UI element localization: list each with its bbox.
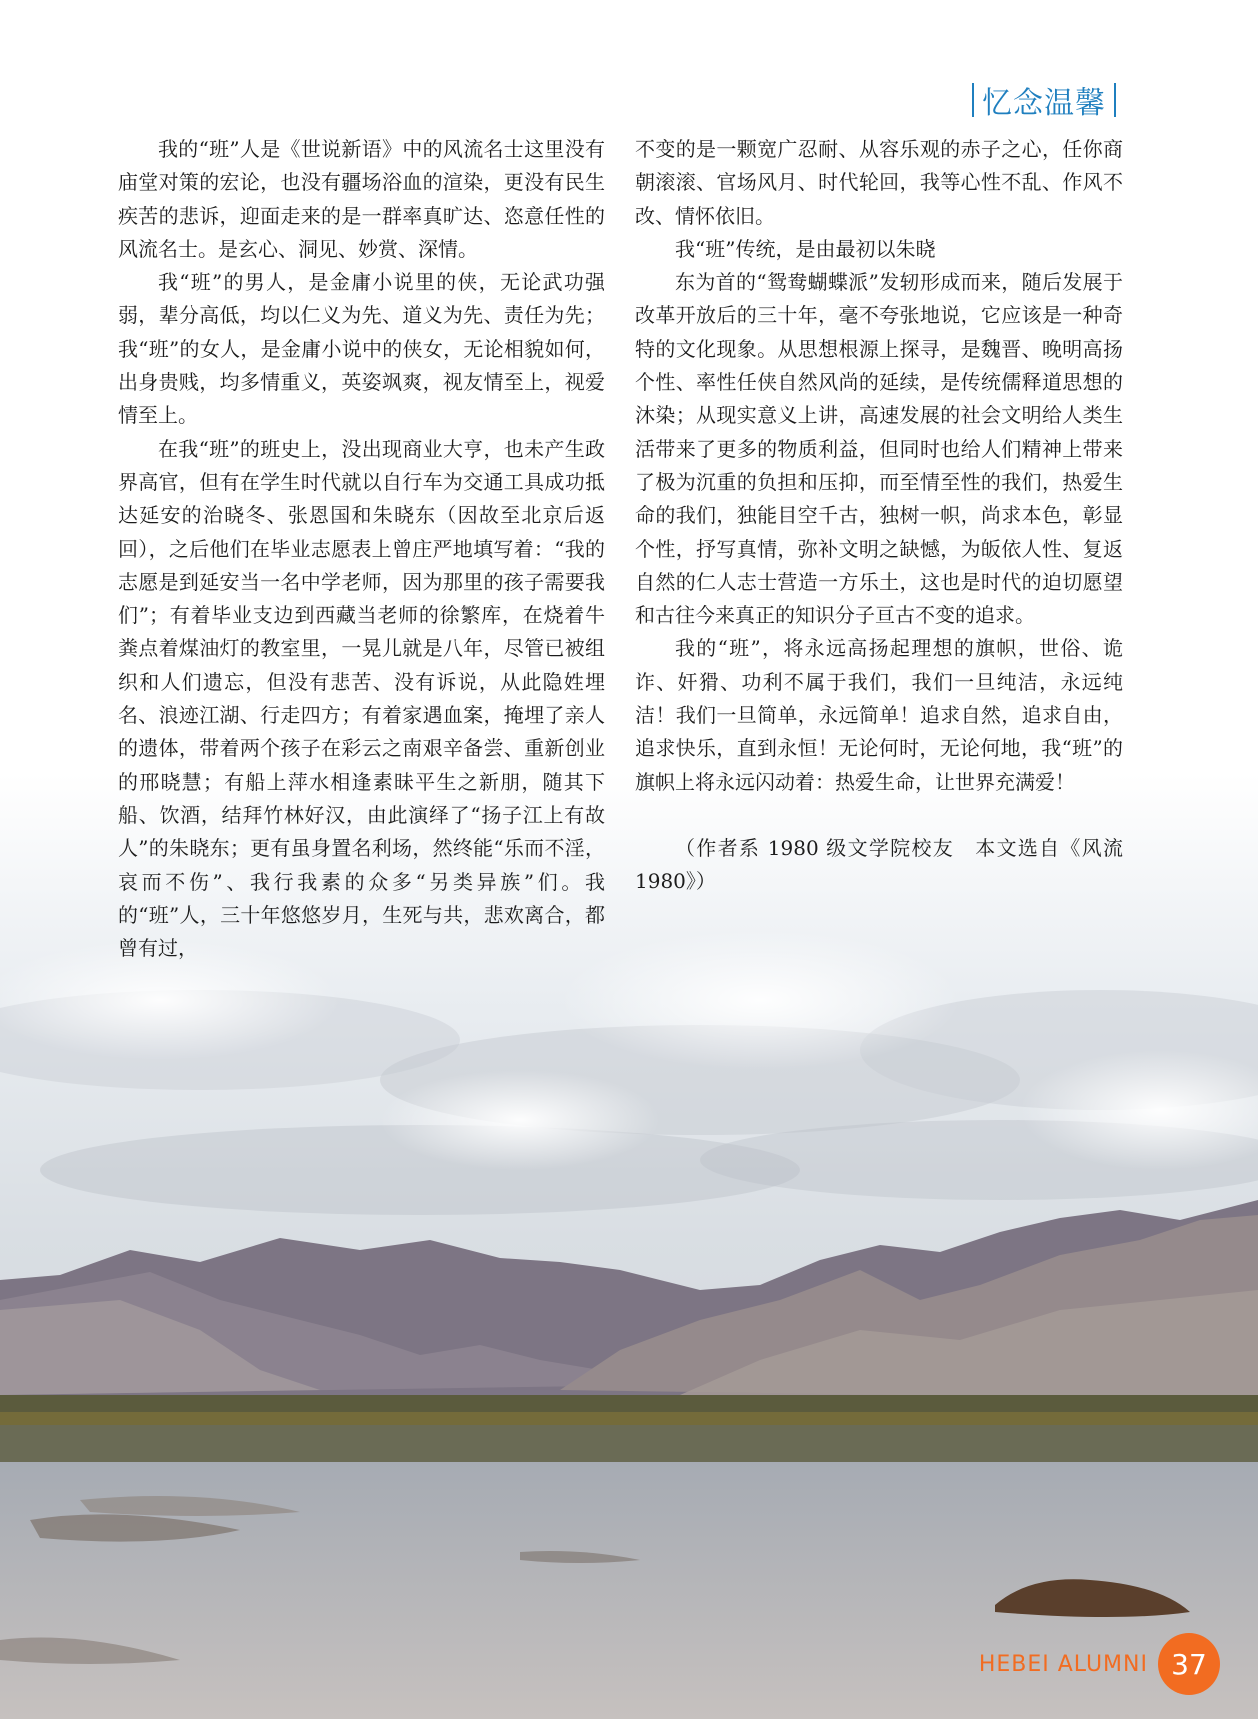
author-credit: （作者系 1980 级文学院校友 本文选自《风流 1980》） <box>635 835 1123 894</box>
magazine-name: HEBEI ALUMNI <box>978 1651 1148 1677</box>
paragraph: 我“班”的男人，是金庸小说里的侠，无论武功强弱，辈分高低，均以仁义为先、道义为先、责任为先；我“班”的女人，是金庸小说中的侠女，无论相貌如何，出身贵贱，均多情重义，英姿飒爽，视友情至上，视爱情至上。 <box>118 270 605 428</box>
paragraph-continuation: 不变的是一颗宽广忍耐、从容乐观的赤子之心，任你商朝滚滚、官场风月、时代轮回，我等心性不乱、作风不改、情怀依旧。 <box>635 137 1123 228</box>
page-footer <box>979 1633 1220 1695</box>
paragraph: 我的“班”人是《世说新语》中的风流名士这里没有庙堂对策的宏论，也没有疆场浴血的渲染，更没有民生疾苦的悲诉，迎面走来的是一群率真旷达、恣意任性的风流名士。是玄心、洞见、妙赏、深情。 <box>118 137 605 261</box>
right-column <box>635 133 1123 899</box>
section-title: 忆念温馨 <box>982 86 1106 121</box>
header-divider-right <box>1114 83 1116 117</box>
paragraph: 我的“班”，将永远高扬起理想的旗帜，世俗、诡诈、奸猾、功利不属于我们，我们一旦纯洁，永远纯洁！我们一旦简单，永远简单！追求自然，追求自由，追求快乐，直到永恒！无论何时，无论何地，我“班”的旗帜上将永远闪动着：热爱生命，让世界充满爱！ <box>635 636 1123 794</box>
paragraph: 在我“班”的班史上，没出现商业大亨，也未产生政界高官，但有在学生时代就以自行车为交通工具成功抵达延安的治晓冬、张恩国和朱晓东（因故至北京后返回），之后他们在毕业志愿表上曾庄严地填写着：“我的志愿是到延安当一名中学老师，因为那里的孩子需要我们”；有着毕业支边到西藏当老师的徐繁库，在烧着牛粪点着煤油灯的教室里，一晃儿就是八年，尽管已被组织和人们遗忘，但没有悲苦、没有诉说，从此隐姓埋名、浪迹江湖、行走四方；有着家遇血案，掩埋了亲人的遗体，带着两个孩子在彩云之南艰辛备尝、重新创业的邢晓慧；有船上萍水相逢素昧平生之新朋，随其下船、饮酒，结拜竹林好汉，由此演绎了“扬子江上有故人”的朱晓东；更有虽身置名利场，然终能“乐而不淫，哀而不伤”、我行我素的众多“另类异族”们。我的“班”人，三十年悠悠岁月，生死与共，悲欢离合，都曾有过， <box>118 436 605 961</box>
paragraph: 东为首的“鸳鸯蝴蝶派”发轫形成而来，随后发展于改革开放后的三十年，毫不夸张地说，它应该是一种奇特的文化现象。从思想根源上探寻，是魏晋、晚明高扬个性、率性任侠自然风尚的延续，是传统儒释道思想的沐染；从现实意义上讲，高速发展的社会文明给人类生活带来了更多的物质利益，但同时也给人们精神上带来了极为沉重的负担和压抑，而至情至性的我们，热爱生命的我们，独能目空千古，独树一帜，尚求本色，彰显个性，抒写真情，弥补文明之缺憾，为皈依人性、复返自然的仁人志士营造一方乐土，这也是时代的迫切愿望和古往今来真正的知识分子亘古不变的追求。 <box>635 270 1123 628</box>
left-column <box>118 133 605 965</box>
paragraph: 我“班”传统，是由最初以朱晓 <box>675 236 936 261</box>
section-header <box>964 78 1124 122</box>
page-number: 37 <box>1158 1633 1220 1695</box>
header-divider-left <box>972 83 974 117</box>
